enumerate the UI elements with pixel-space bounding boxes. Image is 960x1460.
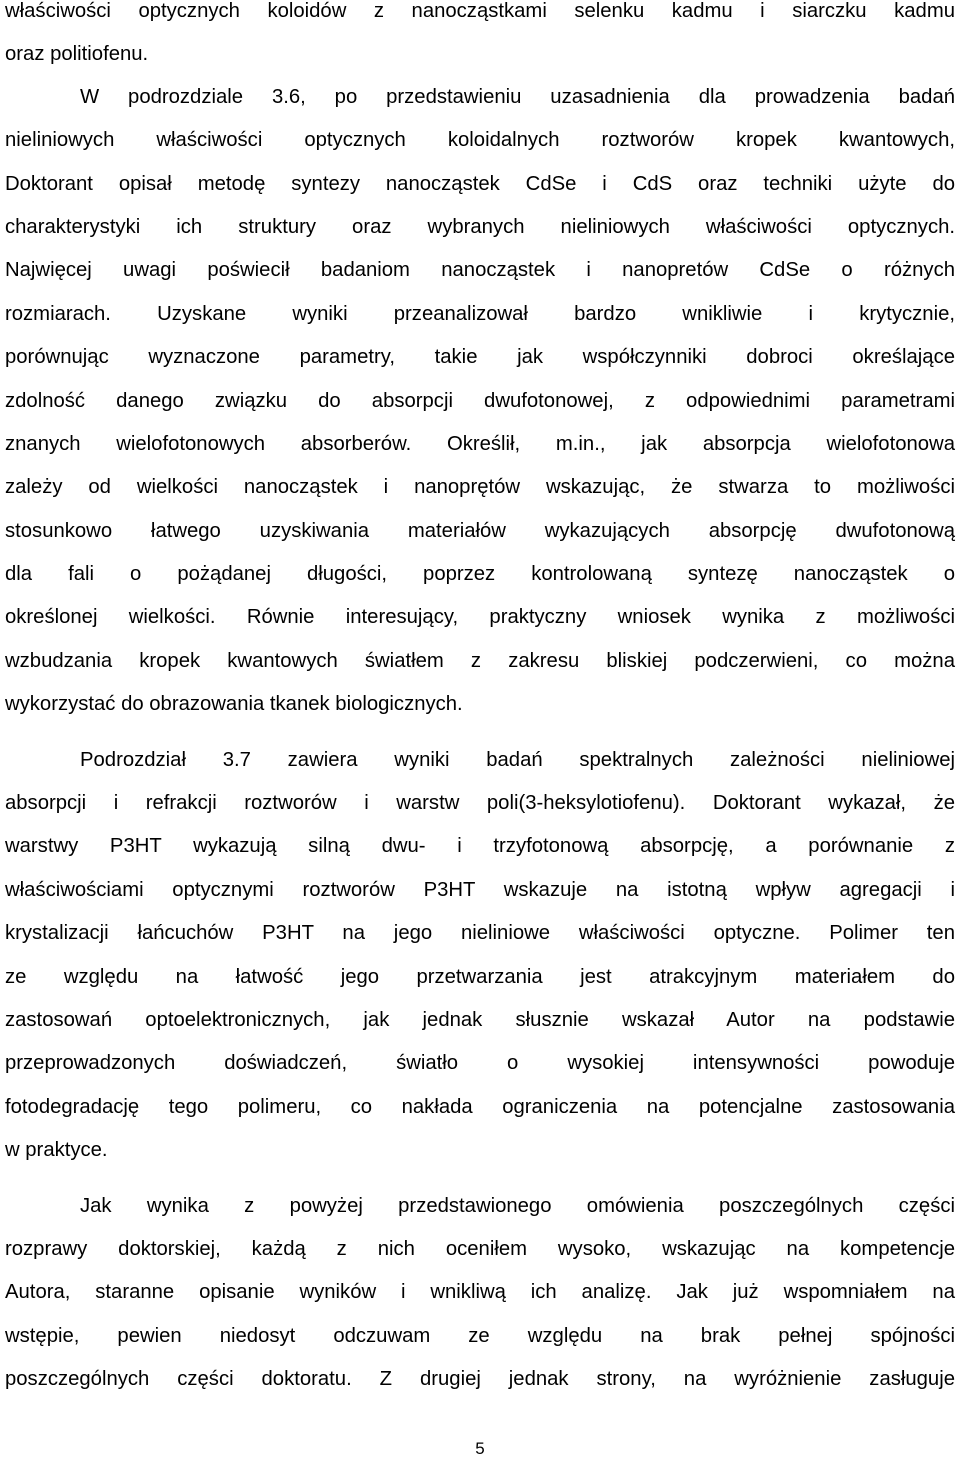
paragraph-3 [5, 749, 955, 1183]
paragraph-gap [5, 1183, 955, 1195]
text-line: wykorzystać do obrazowania tkanek biologicznych. [5, 693, 463, 716]
text-line: zależy od wielkości nanocząstek i nanoprętów wskazując, że stwarza to możliwości [5, 476, 955, 499]
text-line: stosunkowo łatwego uzyskiwania materiałów wykazujących absorpcję dwufotonową [5, 519, 955, 542]
text-line: nieliniowych właściwości optycznych koloidalnych roztworów kropek kwantowych, [5, 129, 955, 152]
text-line: poszczególnych części doktoratu. Z drugiej jednak strony, na wyróżnienie zasługuje [5, 1368, 955, 1391]
text-line: fotodegradację tego polimeru, co nakłada ograniczenia na potencjalne zastosowania [5, 1095, 955, 1118]
paragraph-2 [5, 86, 955, 737]
text-line: właściwości optycznych koloidów z nanocząstkami selenku kadmu i siarczku kadmu [5, 0, 955, 22]
text-line: krystalizacji łańcuchów P3HT na jego nieliniowe właściwości optyczne. Polimer ten [5, 922, 955, 945]
text-line: właściwościami optycznymi roztworów P3HT wskazuje na istotną wpływ agregacji i [5, 878, 955, 901]
text-line: ze względu na łatwość jego przetwarzania jest atrakcyjnym materiałem do [5, 965, 955, 988]
text-line: Jak wynika z powyżej przedstawionego omówienia poszczególnych części [80, 1194, 955, 1217]
text-line: Najwięcej uwagi poświecił badaniom nanocząstek i nanopretów CdSe o różnych [5, 259, 955, 282]
paragraph-gap [5, 737, 955, 749]
paragraph-1 [5, 0, 955, 87]
text-line: znanych wielofotonowych absorberów. Określił, m.in., jak absorpcja wielofotonowa [5, 432, 955, 455]
text-line: Autora, staranne opisanie wyników i wnikliwą ich analizę. Jak już wspomniałem na [5, 1281, 955, 1304]
text-line: wstępie, pewien niedosyt odczuwam ze względu na brak pełnej spójności [5, 1324, 955, 1347]
text-line: Podrozdział 3.7 zawiera wyniki badań spektralnych zależności nieliniowej [80, 748, 955, 771]
text-line: przeprowadzonych doświadczeń, światło o wysokiej intensywności powoduje [5, 1052, 955, 1075]
document-page [5, 0, 955, 1412]
text-line: charakterystyki ich struktury oraz wybranych nieliniowych właściwości optycznych. [5, 215, 955, 238]
text-line: W podrozdziale 3.6, po przedstawieniu uzasadnienia dla prowadzenia badań [80, 85, 955, 108]
page-number: 5 [475, 1439, 485, 1458]
text-line: zdolność danego związku do absorpcji dwufotonowej, z odpowiednimi parametrami [5, 389, 955, 412]
text-line: dla fali o pożądanej długości, poprzez kontrolowaną syntezę nanocząstek o [5, 563, 955, 586]
text-line: określonej wielkości. Równie interesujący, praktyczny wniosek wynika z możliwości [5, 606, 955, 629]
paragraph-4 [5, 1195, 955, 1412]
text-line: rozmiarach. Uzyskane wyniki przeanalizował bardzo wnikliwie i krytycznie, [5, 302, 955, 325]
text-line: oraz politiofenu. [5, 43, 149, 66]
text-line: rozprawy doktorskiej, każdą z nich oceniłem wysoko, wskazując na kompetencje [5, 1237, 955, 1260]
text-line: absorpcji i refrakcji roztworów i warstw poli(3-heksylotiofenu). Doktorant wykazał, że [5, 792, 955, 815]
text-line: Doktorant opisał metodę syntezy nanocząstek CdSe i CdS oraz techniki użyte do [5, 172, 955, 195]
text-line: porównując wyznaczone parametry, takie jak współczynniki dobroci określające [5, 346, 955, 369]
text-line: zastosowań optoelektronicznych, jak jednak słusznie wskazał Autor na podstawie [5, 1008, 955, 1031]
text-line: warstwy P3HT wykazują silną dwu- i trzyfotonową absorpcję, a porównanie z [5, 835, 955, 858]
text-line: wzbudzania kropek kwantowych światłem z zakresu bliskiej podczerwieni, co można [5, 649, 955, 672]
text-line: w praktyce. [5, 1139, 108, 1162]
